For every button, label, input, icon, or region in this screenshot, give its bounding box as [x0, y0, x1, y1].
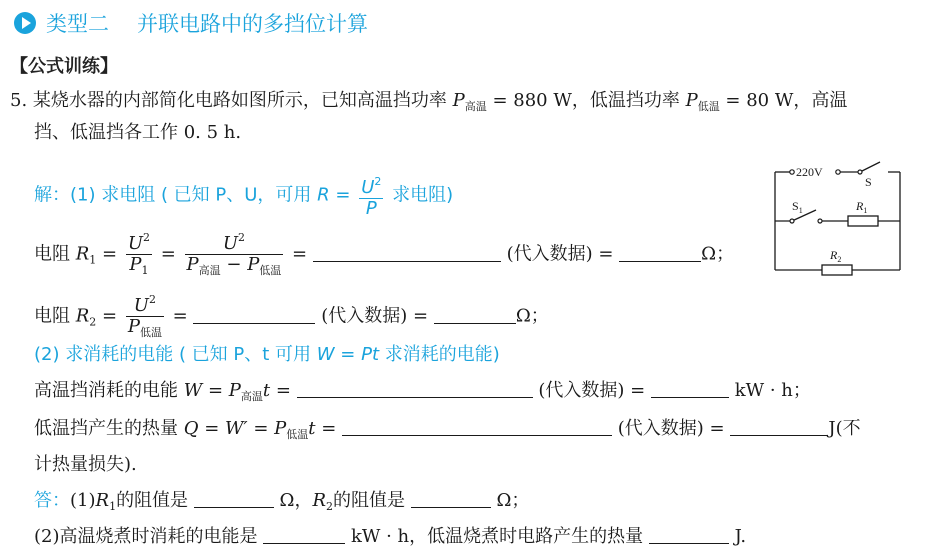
low-heat-line: 低温挡产生的热量 $Q = W' = P_{低温}t$ = (代入数据) = J(不: [34, 418, 861, 441]
r1-label: $R_1$: [856, 199, 868, 215]
section-label: 【公式训练】: [10, 56, 118, 77]
switch-s-label: S: [865, 175, 872, 189]
switch-s1-label: $S_1$: [792, 199, 803, 215]
circuit-diagram: [770, 158, 910, 276]
answer-line-2: (2)高温烧煮时消耗的电能是 kW · h，低温烧煮时电路产生的热量 J.: [34, 526, 747, 547]
r2-result-blank[interactable]: [434, 304, 516, 324]
high-energy-line: 高温挡消耗的电能 $W = P_{高温}t$ = (代入数据) = kW · h；: [34, 380, 811, 403]
switch-s1-pivot: [790, 219, 794, 223]
answer-line-1: 答：$(1)R_1$的阻值是 Ω，$R_2$的阻值是 Ω；: [34, 490, 530, 513]
r1-formula-line: 电阻 $R_1$ = $\frac{U^2}{P_1}$ = $\frac{U^2}{P_{高温} - P_{低温}}$ = (代入数据) = Ω；: [34, 228, 734, 281]
r1-substitution-blank[interactable]: [313, 242, 501, 262]
problem-line-2: 挡、低温挡各工作 0. 5 h.: [34, 122, 242, 143]
answer-r1-blank[interactable]: [194, 488, 274, 508]
high-energy-result-blank[interactable]: [651, 378, 729, 398]
switch-s1-contact: [818, 219, 822, 223]
switch-s-pivot: [858, 170, 862, 174]
high-energy-substitution-blank[interactable]: [297, 378, 533, 398]
low-heat-substitution-blank[interactable]: [342, 416, 612, 436]
r2-formula-line: 电阻 $R_2$ = $\frac{U^2}{P_{低温}}$ = (代入数据) = Ω；: [34, 290, 549, 343]
answer-heat-blank[interactable]: [649, 524, 729, 544]
play-icon: [14, 12, 36, 34]
resistor-r1: [848, 216, 878, 226]
problem-line-1: 5. 某烧水器的内部简化电路如图所示，已知高温挡功率 $P_{高温} = 880$ W，低温挡功率 $P_{低温} = 80$ W，高温: [10, 90, 848, 113]
r2-label: $R_2$: [830, 248, 842, 264]
low-heat-result-blank[interactable]: [730, 416, 828, 436]
resistor-r2: [822, 265, 852, 275]
switch-s-blade: [860, 162, 880, 172]
type-title: 并联电路中的多挡位计算: [137, 12, 368, 36]
answer-energy-blank[interactable]: [263, 524, 345, 544]
voltage-label: 220V: [796, 165, 823, 179]
terminal-left: [790, 170, 794, 174]
step1-intro: 解：(1) 求电阻 ( 已知 P、U，可用 R = $\frac{U^2}{P}$ 求电阻): [34, 172, 453, 219]
step2-intro: (2) 求消耗的电能 ( 已知 P、t 可用 W = Pt 求消耗的电能): [34, 344, 500, 365]
r1-result-blank[interactable]: [619, 242, 701, 262]
terminal-right: [836, 170, 840, 174]
answer-r2-blank[interactable]: [411, 488, 491, 508]
r2-substitution-blank[interactable]: [193, 304, 315, 324]
type-label: 类型二: [46, 12, 109, 36]
section-header: [14, 8, 368, 38]
low-heat-cont: 计热量损失).: [34, 454, 137, 475]
